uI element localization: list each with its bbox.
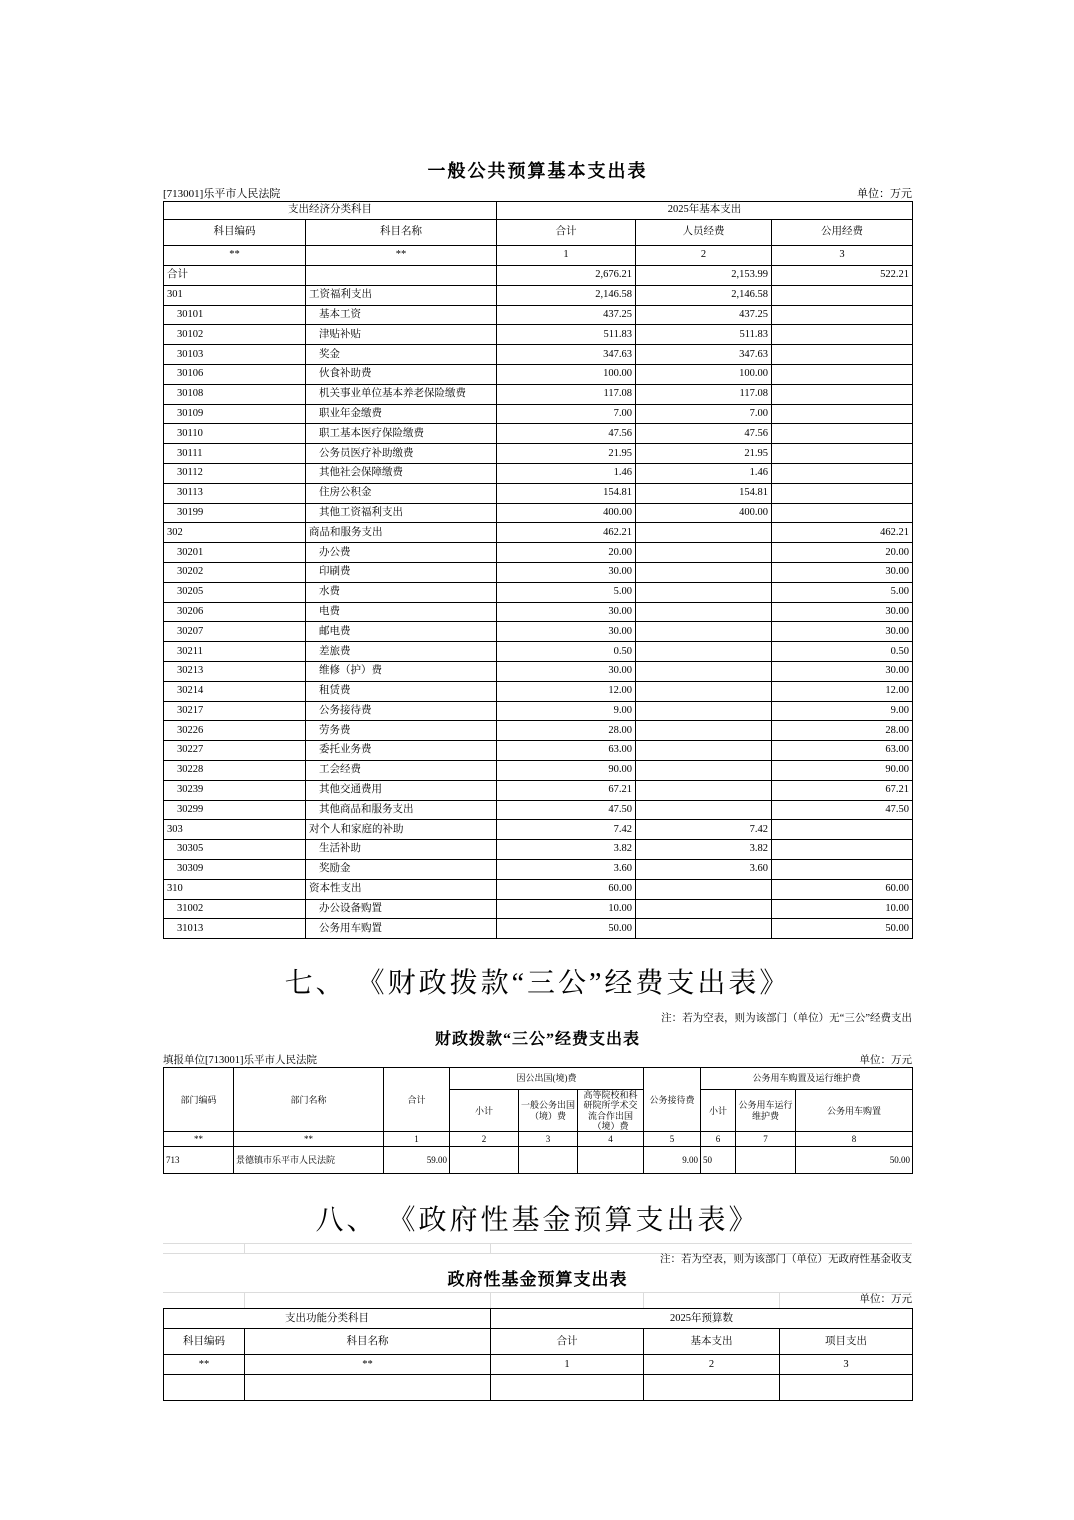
table-row (164, 760, 913, 780)
table2-num-8: 7 (736, 1132, 796, 1147)
table2-col-vehicle-purchase: 公务用车购置 (796, 1090, 913, 1132)
cell-total: 21.95 (497, 444, 636, 464)
cell-subject-code: 30205 (164, 582, 306, 602)
cell-personnel-funds: 347.63 (636, 345, 772, 365)
table-row (164, 424, 913, 444)
table2-col-abroad-sub: 小计 (450, 1090, 519, 1132)
cell-total: 7.42 (497, 820, 636, 840)
cell-personnel-funds (636, 543, 772, 563)
table-row (164, 661, 913, 681)
cell-total: 63.00 (497, 741, 636, 761)
table-row (164, 859, 913, 879)
cell-total: 1.46 (497, 463, 636, 483)
basic-expenditure-table (163, 201, 913, 939)
table-row (164, 602, 913, 622)
cell-personnel-funds (636, 562, 772, 582)
table2-num-6: 5 (644, 1132, 701, 1147)
table2-col-reception: 公务接待费 (644, 1068, 701, 1132)
cell-personnel-funds (636, 741, 772, 761)
cell-public-funds: 0.50 (772, 642, 913, 662)
table3-col-name: 科目名称 (245, 1329, 491, 1355)
table3-col-basic: 基本支出 (644, 1329, 780, 1355)
cell-public-funds (772, 840, 913, 860)
table2-num-1: ** (234, 1132, 384, 1147)
table1-num-4: 3 (772, 246, 913, 266)
cell-subject-name (306, 266, 497, 286)
cell-abroad-subtotal (450, 1147, 519, 1174)
table-row (164, 840, 913, 860)
cell-public-funds (772, 820, 913, 840)
table2-group-abroad: 因公出国(境)费 (450, 1068, 644, 1090)
cell-subject-name: 职业年金缴费 (306, 404, 497, 424)
table3-num-0: ** (164, 1355, 245, 1375)
cell-subject-code: 30305 (164, 840, 306, 860)
cell-total: 347.63 (497, 345, 636, 365)
cell-public-funds: 462.21 (772, 523, 913, 543)
page-content (163, 0, 912, 1401)
table1-meta (163, 187, 912, 201)
section8-unit: 单位：万元 (859, 1294, 912, 1306)
cell-public-funds: 30.00 (772, 622, 913, 642)
cell-subject-name: 伙食补助费 (306, 364, 497, 384)
table1-col-total: 合计 (497, 220, 636, 246)
cell-total: 30.00 (497, 602, 636, 622)
cell-personnel-funds: 2,146.58 (636, 285, 772, 305)
cell-subject-name: 其他商品和服务支出 (306, 800, 497, 820)
table2-col-vehicle-maintain: 公务用车运行维护费 (736, 1090, 796, 1132)
cell-subject-code: 30103 (164, 345, 306, 365)
table2-number-row (164, 1132, 913, 1147)
section7-org: 填报单位[713001]乐平市人民法院 (163, 1055, 317, 1067)
table1-col-name: 科目名称 (306, 220, 497, 246)
section7-heading: 七、 《财政拨款“三公”经费支出表》 (284, 968, 791, 1000)
cell-personnel-funds: 7.00 (636, 404, 772, 424)
table-row (164, 463, 913, 483)
table-row (164, 364, 913, 384)
cell-total: 7.00 (497, 404, 636, 424)
table3-col-project: 项目支出 (780, 1329, 913, 1355)
cell-personnel-funds: 511.83 (636, 325, 772, 345)
cell-total: 90.00 (497, 760, 636, 780)
table-row (164, 879, 913, 899)
table-row (164, 820, 913, 840)
cell-subject-name: 机关事业单位基本养老保险缴费 (306, 384, 497, 404)
cell-subject-code: 30309 (164, 859, 306, 879)
cell-total: 47.50 (497, 800, 636, 820)
cell-subject-name: 公务用车购置 (306, 919, 497, 939)
cell-personnel-funds: 3.60 (636, 859, 772, 879)
table-row (164, 622, 913, 642)
cell-total: 59.00 (384, 1147, 450, 1174)
cell-total: 2,146.58 (497, 285, 636, 305)
table-row (164, 701, 913, 721)
table1-num-3: 2 (636, 246, 772, 266)
table-row (164, 305, 913, 325)
cell-subject-code: 301 (164, 285, 306, 305)
cell-abroad-general (519, 1147, 578, 1174)
table1-num-0: ** (164, 246, 306, 266)
cell-reception: 9.00 (644, 1147, 701, 1174)
cell-subject-name: 电费 (306, 602, 497, 622)
cell-public-funds: 20.00 (772, 543, 913, 563)
cell-personnel-funds (636, 701, 772, 721)
table1-unit: 单位：万元 (857, 188, 912, 200)
cell-public-funds: 10.00 (772, 899, 913, 919)
cell-total: 2,676.21 (497, 266, 636, 286)
cell-subject-code: 30102 (164, 325, 306, 345)
table1-org: [713001]乐平市人民法院 (163, 188, 281, 200)
table1-col-code: 科目编码 (164, 220, 306, 246)
table-row (164, 582, 913, 602)
table2-num-2: 1 (384, 1132, 450, 1147)
table-row (164, 919, 913, 939)
cell-vehicle-subtotal: 50 (701, 1147, 736, 1174)
cell-total: 28.00 (497, 721, 636, 741)
cell-total: 3.60 (497, 859, 636, 879)
cell-subject-code: 30226 (164, 721, 306, 741)
cell-subject-code: 30207 (164, 622, 306, 642)
table3-column-header-row (164, 1329, 913, 1355)
cell-public-funds (772, 305, 913, 325)
table-row (164, 642, 913, 662)
cell-subject-code: 30106 (164, 364, 306, 384)
cell-subject-name: 其他社会保障缴费 (306, 463, 497, 483)
cell-subject-code: 30101 (164, 305, 306, 325)
cell-public-funds (772, 463, 913, 483)
cell-total: 30.00 (497, 661, 636, 681)
cell-public-funds: 28.00 (772, 721, 913, 741)
cell-public-funds: 90.00 (772, 760, 913, 780)
cell-subject-code: 30211 (164, 642, 306, 662)
cell-total: 100.00 (497, 364, 636, 384)
table2-col-total: 合计 (384, 1068, 450, 1132)
cell-public-funds: 47.50 (772, 800, 913, 820)
cell-personnel-funds (636, 879, 772, 899)
cell-total: 437.25 (497, 305, 636, 325)
cell-subject-name: 住房公积金 (306, 483, 497, 503)
cell-public-funds: 60.00 (772, 879, 913, 899)
table1-group-right: 2025年基本支出 (497, 202, 913, 220)
cell-personnel-funds (636, 602, 772, 622)
table3-num-2: 1 (491, 1355, 644, 1375)
cell-total: 10.00 (497, 899, 636, 919)
cell-personnel-funds (636, 642, 772, 662)
cell-public-funds: 67.21 (772, 780, 913, 800)
cell-subject-name: 差旅费 (306, 642, 497, 662)
cell-personnel-funds (636, 760, 772, 780)
table2-col-abroad-academic: 高等院校和科研院所学术交流合作出国（境）费 (578, 1090, 644, 1132)
table-row (164, 483, 913, 503)
table-row (164, 325, 913, 345)
cell-subject-name: 租赁费 (306, 681, 497, 701)
table-row (164, 543, 913, 563)
cell-subject-name: 其他工资福利支出 (306, 503, 497, 523)
cell-basic-expenditure (644, 1375, 780, 1401)
cell-subject-code: 30113 (164, 483, 306, 503)
cell-subject-name (245, 1375, 491, 1401)
cell-personnel-funds: 47.56 (636, 424, 772, 444)
cell-public-funds (772, 483, 913, 503)
table1-title: 一般公共预算基本支出表 (427, 161, 648, 181)
cell-public-funds: 5.00 (772, 582, 913, 602)
cell-vehicle-purchase: 50.00 (796, 1147, 913, 1174)
cell-total: 511.83 (497, 325, 636, 345)
table-row (164, 741, 913, 761)
table-row (164, 503, 913, 523)
cell-total: 400.00 (497, 503, 636, 523)
table2-num-7: 6 (701, 1132, 736, 1147)
government-fund-table (163, 1308, 913, 1401)
cell-public-funds: 30.00 (772, 661, 913, 681)
cell-subject-name: 工会经费 (306, 760, 497, 780)
table2-num-5: 4 (578, 1132, 644, 1147)
section7-meta (163, 1054, 912, 1067)
table1-num-1: ** (306, 246, 497, 266)
table-row (164, 721, 913, 741)
faint-gridline (244, 1243, 245, 1253)
cell-personnel-funds: 21.95 (636, 444, 772, 464)
cell-subject-code: 310 (164, 879, 306, 899)
cell-public-funds: 12.00 (772, 681, 913, 701)
cell-subject-code: 30214 (164, 681, 306, 701)
three-public-funds-table (163, 1067, 913, 1174)
cell-personnel-funds (636, 681, 772, 701)
cell-subject-code: 30213 (164, 661, 306, 681)
cell-subject-name: 邮电费 (306, 622, 497, 642)
table2-num-4: 3 (519, 1132, 578, 1147)
cell-total: 5.00 (497, 582, 636, 602)
table2-group-vehicle: 公务用车购置及运行维护费 (701, 1068, 913, 1090)
table-row (164, 285, 913, 305)
section8-table-title: 政府性基金预算支出表 (447, 1270, 628, 1290)
cell-total: 67.21 (497, 780, 636, 800)
cell-subject-name: 津贴补贴 (306, 325, 497, 345)
cell-public-funds: 9.00 (772, 701, 913, 721)
cell-abroad-academic (578, 1147, 644, 1174)
cell-subject-name: 办公费 (306, 543, 497, 563)
table3-col-total: 合计 (491, 1329, 644, 1355)
cell-total: 462.21 (497, 523, 636, 543)
cell-subject-name: 奖励金 (306, 859, 497, 879)
cell-subject-code: 30299 (164, 800, 306, 820)
table1-column-header-row (164, 220, 913, 246)
cell-public-funds (772, 444, 913, 464)
table3-group-header-row (164, 1309, 913, 1329)
cell-total: 9.00 (497, 701, 636, 721)
cell-subject-name: 奖金 (306, 345, 497, 365)
cell-subject-code: 31013 (164, 919, 306, 939)
cell-subject-name: 其他交通费用 (306, 780, 497, 800)
cell-subject-code: 30217 (164, 701, 306, 721)
cell-subject-code: 合计 (164, 266, 306, 286)
cell-personnel-funds: 117.08 (636, 384, 772, 404)
cell-personnel-funds: 400.00 (636, 503, 772, 523)
cell-personnel-funds (636, 919, 772, 939)
cell-personnel-funds (636, 582, 772, 602)
cell-public-funds (772, 424, 913, 444)
cell-total: 60.00 (497, 879, 636, 899)
cell-subject-name: 水费 (306, 582, 497, 602)
cell-subject-code: 303 (164, 820, 306, 840)
cell-personnel-funds (636, 780, 772, 800)
cell-subject-name: 公务员医疗补助缴费 (306, 444, 497, 464)
cell-subject-name: 工资福利支出 (306, 285, 497, 305)
cell-personnel-funds: 2,153.99 (636, 266, 772, 286)
cell-subject-code: 30228 (164, 760, 306, 780)
cell-total: 20.00 (497, 543, 636, 563)
cell-subject-code: 30199 (164, 503, 306, 523)
table1-num-2: 1 (497, 246, 636, 266)
cell-subject-name: 基本工资 (306, 305, 497, 325)
table-row (164, 404, 913, 424)
cell-total: 154.81 (497, 483, 636, 503)
table2-num-3: 2 (450, 1132, 519, 1147)
cell-total: 30.00 (497, 562, 636, 582)
table3-num-1: ** (245, 1355, 491, 1375)
table-row (164, 562, 913, 582)
table1-col-personnel: 人员经费 (636, 220, 772, 246)
section7-note: 注：若为空表，则为该部门（单位）无“三公”经费支出 (661, 1013, 912, 1025)
cell-subject-name: 维修（护）费 (306, 661, 497, 681)
cell-personnel-funds (636, 899, 772, 919)
cell-subject-name: 商品和服务支出 (306, 523, 497, 543)
cell-public-funds (772, 364, 913, 384)
cell-personnel-funds: 100.00 (636, 364, 772, 384)
cell-subject-name: 办公设备购置 (306, 899, 497, 919)
cell-personnel-funds (636, 622, 772, 642)
cell-public-funds: 30.00 (772, 562, 913, 582)
cell-public-funds (772, 503, 913, 523)
cell-subject-code: 30111 (164, 444, 306, 464)
cell-total (491, 1375, 644, 1401)
table-row (164, 384, 913, 404)
faint-gridline (163, 1243, 912, 1244)
table-row (164, 681, 913, 701)
cell-subject-code: 31002 (164, 899, 306, 919)
table3-group-left: 支出功能分类科目 (164, 1309, 491, 1329)
table2-group-header-row (164, 1068, 913, 1090)
table1-number-row (164, 246, 913, 266)
table-row (164, 1375, 913, 1401)
cell-subject-code: 30110 (164, 424, 306, 444)
cell-total: 3.82 (497, 840, 636, 860)
cell-public-funds: 522.21 (772, 266, 913, 286)
table-row (164, 780, 913, 800)
cell-subject-name: 公务接待费 (306, 701, 497, 721)
cell-project-expenditure (780, 1375, 913, 1401)
table2-col-abroad-general: 一般公务出国（境）费 (519, 1090, 578, 1132)
cell-subject-name: 生活补助 (306, 840, 497, 860)
cell-public-funds (772, 325, 913, 345)
cell-subject-name: 印刷费 (306, 562, 497, 582)
cell-dept-code: 713 (164, 1147, 234, 1174)
table1-group-header-row (164, 202, 913, 220)
cell-subject-code: 30108 (164, 384, 306, 404)
section7-unit: 单位：万元 (859, 1055, 912, 1067)
table2-col-vehicle-sub: 小计 (701, 1090, 736, 1132)
table3-group-right: 2025年预算数 (491, 1309, 913, 1329)
table-row (164, 345, 913, 365)
cell-subject-code: 30239 (164, 780, 306, 800)
cell-public-funds: 50.00 (772, 919, 913, 939)
cell-subject-name: 委托业务费 (306, 741, 497, 761)
cell-vehicle-maintain (736, 1147, 796, 1174)
cell-public-funds (772, 384, 913, 404)
cell-subject-code: 30201 (164, 543, 306, 563)
table-row (164, 266, 913, 286)
cell-public-funds (772, 345, 913, 365)
cell-personnel-funds (636, 523, 772, 543)
cell-personnel-funds: 437.25 (636, 305, 772, 325)
table3-col-code: 科目编码 (164, 1329, 245, 1355)
cell-personnel-funds: 3.82 (636, 840, 772, 860)
cell-public-funds (772, 404, 913, 424)
cell-personnel-funds: 7.42 (636, 820, 772, 840)
cell-total: 0.50 (497, 642, 636, 662)
table3-num-3: 2 (644, 1355, 780, 1375)
cell-total: 12.00 (497, 681, 636, 701)
cell-public-funds (772, 859, 913, 879)
cell-personnel-funds (636, 661, 772, 681)
cell-personnel-funds (636, 721, 772, 741)
cell-subject-code: 30206 (164, 602, 306, 622)
section7-table-title: 财政拨款“三公”经费支出表 (434, 1031, 640, 1049)
cell-subject-name: 劳务费 (306, 721, 497, 741)
cell-personnel-funds: 1.46 (636, 463, 772, 483)
table-row (164, 523, 913, 543)
table-row (164, 444, 913, 464)
cell-personnel-funds (636, 800, 772, 820)
cell-total: 47.56 (497, 424, 636, 444)
table2-num-9: 8 (796, 1132, 913, 1147)
table2-col-dept-name: 部门名称 (234, 1068, 384, 1132)
table2-num-0: ** (164, 1132, 234, 1147)
table2-col-dept-code: 部门编码 (164, 1068, 234, 1132)
table2-data-row (164, 1147, 913, 1174)
cell-subject-code: 302 (164, 523, 306, 543)
table-row (164, 899, 913, 919)
cell-subject-code: 30112 (164, 463, 306, 483)
table-row (164, 800, 913, 820)
section8-pretable-area (163, 1243, 912, 1308)
section8-heading: 八、 《政府性基金预算支出表》 (315, 1205, 760, 1237)
cell-subject-code: 30109 (164, 404, 306, 424)
cell-subject-code: 30202 (164, 562, 306, 582)
cell-total: 30.00 (497, 622, 636, 642)
table3-num-4: 3 (780, 1355, 913, 1375)
cell-public-funds (772, 285, 913, 305)
table3-number-row (164, 1355, 913, 1375)
cell-personnel-funds: 154.81 (636, 483, 772, 503)
cell-dept-name: 景德镇市乐平市人民法院 (234, 1147, 384, 1174)
cell-subject-name: 资本性支出 (306, 879, 497, 899)
faint-gridline (490, 1243, 491, 1253)
cell-total: 117.08 (497, 384, 636, 404)
cell-public-funds: 30.00 (772, 602, 913, 622)
cell-subject-code (164, 1375, 245, 1401)
cell-total: 50.00 (497, 919, 636, 939)
table1-col-public: 公用经费 (772, 220, 913, 246)
table1-group-left: 支出经济分类科目 (164, 202, 497, 220)
section8-note: 注：若为空表，则为该部门（单位）无政府性基金收支 (660, 1254, 912, 1266)
cell-subject-name: 职工基本医疗保险缴费 (306, 424, 497, 444)
cell-public-funds: 63.00 (772, 741, 913, 761)
cell-subject-name: 对个人和家庭的补助 (306, 820, 497, 840)
cell-subject-code: 30227 (164, 741, 306, 761)
